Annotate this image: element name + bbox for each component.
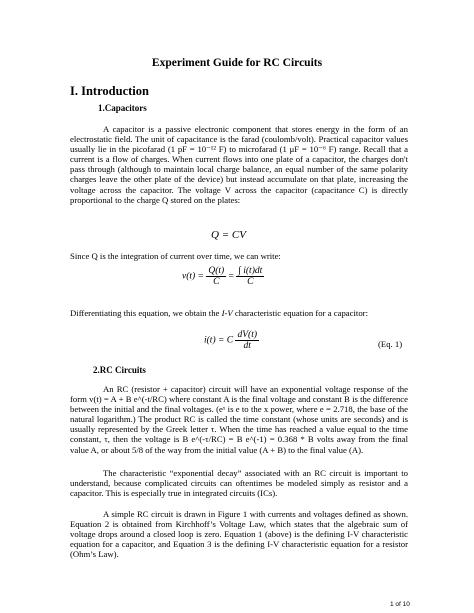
paragraph-exponential-decay: The characteristic “exponential decay” associated with an RC circuit is important to understand, because complicated circuits can oftentimes be modeled simply as resistor and a capacitor. This is especially true in integrated circuits (ICs).: [70, 468, 408, 499]
fraction-integral-over-c: [236, 266, 264, 287]
text-differentiating: [70, 308, 408, 318]
text-iv: I-V: [221, 308, 233, 318]
fraction-denominator: C: [213, 277, 220, 287]
equation-label-eq1: (Eq. 1): [378, 339, 403, 349]
equation-q-cv: Q = CV: [211, 229, 246, 241]
paragraph-simple-rc-circuit: A simple RC circuit is drawn in Figure 1 with currents and voltages defined as shown. Equation 2 is obtained from Kirchhoff’s Voltage Law, which states that the algebraic sum of voltage drops around a closed loop is zero. Equation 1 (above) is the defining I-V characteristic equation for a capacitor, and Equation 3 is the defining I-V characteristic equation for a resistor (Ohm’s Law).: [70, 509, 408, 560]
text-differentiating-a: Differentiating this equation, we obtain the: [70, 308, 222, 318]
page-number: 1 of 10: [390, 601, 410, 608]
equation-i-of-t: [204, 330, 259, 351]
equation-v-of-t: [182, 266, 264, 287]
fraction-dv-over-dt: [235, 330, 259, 351]
fraction-numerator: dV(t): [237, 330, 258, 340]
equation-v-lhs: v(t) =: [182, 271, 204, 282]
paragraph-capacitors: A capacitor is a passive electronic component that stores energy in the form of an electrostatic field. The unit of capacitance is the farad (coulomb/volt). Practical capacitor values usually lie in the picofarad (1 pF = 10⁻¹² F) to microfarad (1 μF = 10⁻⁶ F) range. Recall that a current is a flow of charges. When current flows into one plate of a capacitor, the charges don't pass through (although to maintain local charge balance, an equal number of the same polarity charges leave the other plate of the device) but instead accumulate on that plate, increasing the voltage across the capacitor. The voltage V across the capacitor (capacitance C) is directly proportional to the charge Q stored on the plates:: [70, 124, 408, 205]
subsection-heading-capacitors: 1.Capacitors: [98, 103, 147, 113]
fraction-denominator: dt: [243, 341, 251, 351]
fraction-denominator: C: [247, 277, 254, 287]
document-title: Experiment Guide for RC Circuits: [151, 57, 323, 69]
equation-i-lhs: i(t) = C: [204, 335, 234, 346]
paragraph-rc-response: An RC (resistor + capacitor) circuit will have an exponential voltage response of the form v(t) = A + B e^(-t/RC) where constant A is the final voltage and constant B is the difference between the initial and the final voltages. (eˣ is e to the x power, where e = 2.718, the base of the natural logarithm.) The product RC is called the time constant (whose units are seconds) and is usually represented by the Greek letter τ. When the time has reached a value equal to the time constant, τ, then the voltage is B e^(-τ/RC) = B e^(-1) = 0.368 * B volts away from the final value A, or about 5/8 of the way from the initial value (A + B) to the final value (A).: [70, 384, 408, 455]
equals-sign: =: [228, 271, 234, 282]
fraction-q-over-c: [206, 266, 226, 287]
text-differentiating-b: characteristic equation for a capacitor:: [232, 308, 368, 318]
text-since-q: Since Q is the integration of current over time, we can write:: [70, 251, 281, 261]
section-heading-introduction: I. Introduction: [70, 84, 149, 98]
fraction-numerator: Q(t): [208, 266, 225, 276]
fraction-numerator: ∫ i(t)dt: [238, 266, 263, 276]
subsection-heading-rc-circuits: 2.RC Circuits: [93, 365, 146, 375]
